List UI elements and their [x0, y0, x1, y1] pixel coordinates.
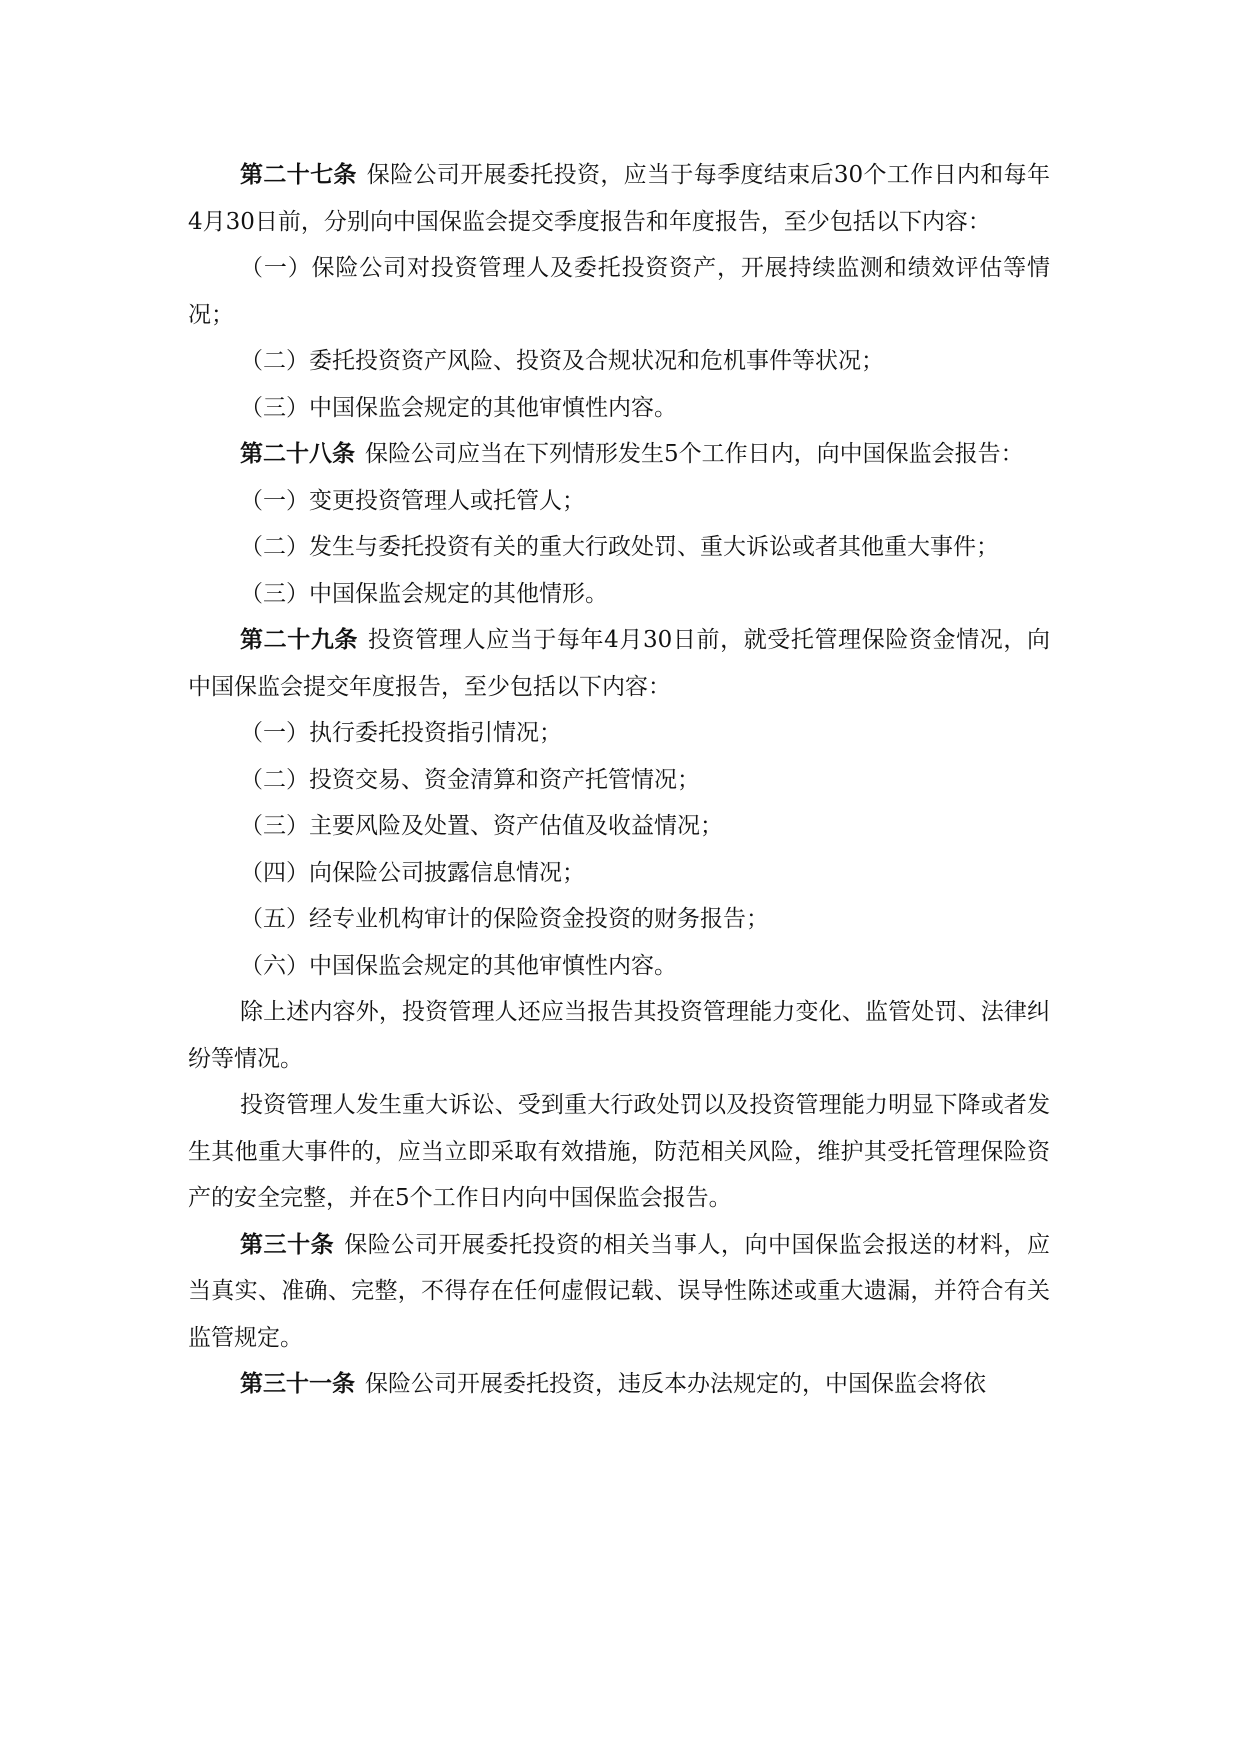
article-28: [188, 431, 1050, 478]
article-27: [188, 152, 1050, 245]
list-item: （五）经专业机构审计的保险资金投资的财务报告；: [240, 906, 769, 932]
list-item: （四）向保险公司披露信息情况；: [240, 859, 585, 886]
article-29: [188, 617, 1050, 710]
body-paragraph: 除上述内容外，投资管理人还应当报告其投资管理能力变化、监管处罚、法律纠纷等情况。: [188, 999, 1050, 1072]
list-item: （三）主要风险及处置、资产估值及收益情况；: [240, 813, 723, 839]
article-text: 保险公司应当在下列情形发生5个工作日内，向中国保监会报告：: [365, 441, 1024, 467]
article-text: 保险公司开展委托投资，应当于每季度结束后30个工作日内和每年4月30日前，分别向中国保监会提交季度报告和年度报告，至少包括以下内容：: [188, 162, 1050, 235]
article-text: 保险公司开展委托投资的相关当事人，向中国保监会报送的材料，应当真实、准确、完整，不得存在任何虚假记载、误导性陈述或重大遗漏，并符合有关监管规定。: [188, 1231, 1051, 1351]
list-item: （二）委托投资资产风险、投资及合规状况和危机事件等状况；: [240, 348, 884, 374]
list-item: （三）中国保监会规定的其他情形。: [240, 580, 608, 607]
article-31: [188, 1361, 1050, 1408]
list-item: （一）变更投资管理人或托管人；: [240, 487, 585, 514]
list-item: （六）中国保监会规定的其他审慎性内容。: [240, 952, 677, 979]
list-item: （一）执行委托投资指引情况；: [240, 720, 562, 746]
article-title: 第二十九条: [240, 627, 359, 653]
article-title: 第三十一条: [240, 1371, 355, 1397]
document-body: [188, 152, 1050, 1408]
list-item: （三）中国保监会规定的其他审慎性内容。: [240, 394, 677, 421]
article-text: 投资管理人应当于每年4月30日前，就受托管理保险资金情况，向中国保监会提交年度报告，至少包括以下内容：: [188, 627, 1050, 700]
article-title: 第三十条: [240, 1231, 335, 1258]
article-text: 保险公司开展委托投资，违反本办法规定的，中国保监会将依: [365, 1371, 986, 1397]
list-item: （一）保险公司对投资管理人及委托投资资产，开展持续监测和绩效评估等情况；: [188, 255, 1050, 328]
article-title: 第二十七条: [240, 162, 357, 188]
body-paragraph: 投资管理人发生重大诉讼、受到重大行政处罚以及投资管理能力明显下降或者发生其他重大事件的，应当立即采取有效措施，防范相关风险，维护其受托管理保险资产的安全完整，并在5个工作日内向中国保监会报告。: [188, 1092, 1050, 1211]
list-item: （二）投资交易、资金清算和资产托管情况；: [240, 766, 700, 793]
article-30: [188, 1222, 1050, 1362]
list-item: （二）发生与委托投资有关的重大行政处罚、重大诉讼或者其他重大事件；: [240, 534, 999, 560]
article-title: 第二十八条: [240, 441, 355, 467]
